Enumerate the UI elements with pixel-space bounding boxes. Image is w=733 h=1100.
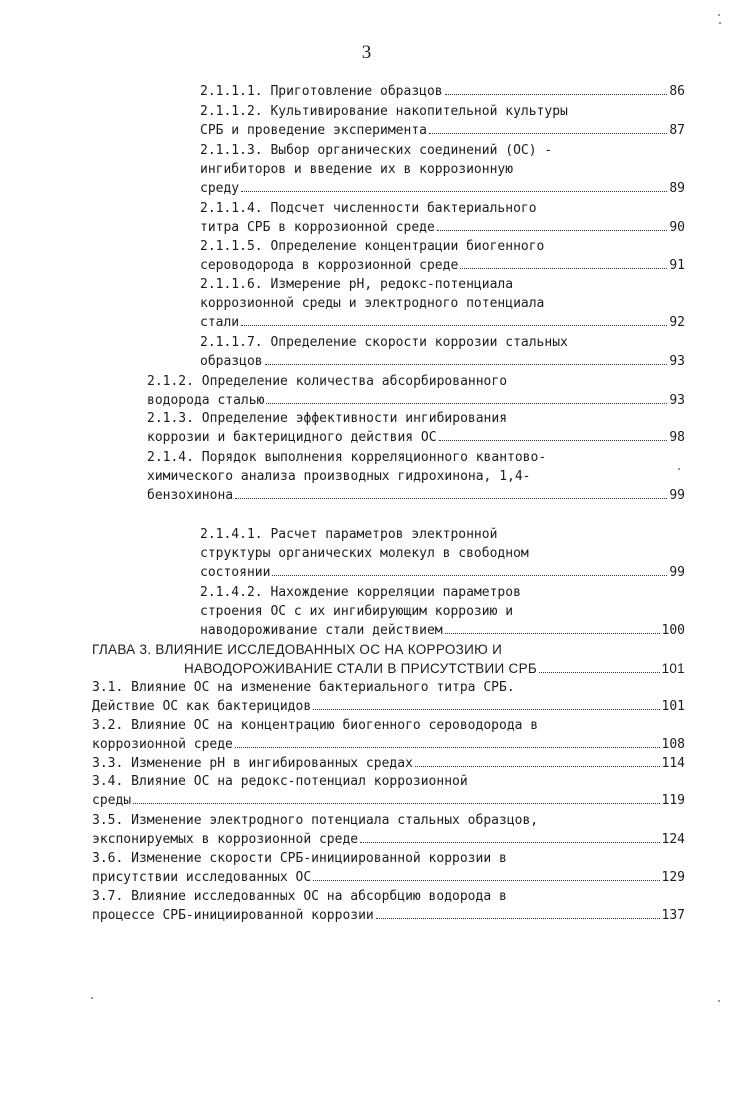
toc-entry-2-1-2	[147, 372, 685, 410]
dot-leader	[445, 94, 668, 95]
dot-leader	[272, 575, 667, 576]
toc-entry-text: 3.6. Изменение скорости СРБ-инициированной коррозии в	[92, 851, 507, 866]
toc-entry-3-5	[92, 811, 685, 849]
toc-entry-text: строения ОС с их ингибирующим коррозию и	[200, 604, 514, 619]
toc-entry-text: коррозионной среде	[92, 737, 233, 752]
toc-entry-2-1-4-1	[200, 525, 685, 582]
toc-page-number: 100	[661, 623, 685, 638]
dot-leader	[429, 133, 667, 134]
toc-entry-text: присутствии исследованных ОС	[92, 870, 312, 885]
toc-entry-text: Действие ОС как бактерицидов	[92, 699, 312, 714]
toc-page-number: 93	[669, 393, 685, 408]
toc-entry-text: наводороживание стали действием	[200, 623, 443, 638]
dot-leader	[445, 633, 660, 634]
toc-entry-text: процессе СРБ-инициированной коррозии	[92, 908, 374, 923]
toc-entry-text: 2.1.1.5. Определение концентрации биогенного	[200, 239, 545, 254]
toc-entry-2-1-4	[147, 448, 685, 505]
toc-entry-2-1-1-3	[200, 141, 685, 198]
toc-entry-3-3	[92, 754, 685, 773]
toc-page-number: 87	[669, 123, 685, 138]
toc-entry-text: 3.1. Влияние ОС на изменение бактериального титра СРБ.	[92, 680, 515, 695]
toc-entry-text: сероводорода в коррозионной среде	[200, 258, 459, 273]
dot-leader	[241, 325, 667, 326]
toc-page-number: 90	[669, 220, 685, 235]
dot-leader	[415, 766, 660, 767]
toc-entry-text: 2.1.1.7. Определение скорости коррозии стальных	[200, 335, 568, 350]
toc-page-number: 114	[661, 756, 685, 771]
toc-entry-text: 2.1.4.2. Нахождение корреляции параметров	[200, 585, 521, 600]
toc-entry-text: стали	[200, 315, 240, 330]
toc-entry-text: ГЛАВА 3. ВЛИЯНИЕ ИССЛЕДОВАННЫХ ОС НА КОРРОЗИЮ И	[92, 642, 503, 657]
toc-entry-text: 2.1.3. Определение эффективности ингибирования	[147, 411, 508, 426]
dot-leader	[241, 191, 667, 192]
dot-leader	[539, 672, 660, 673]
toc-page-number: 129	[661, 870, 685, 885]
toc-entry-text: бензохинона	[147, 488, 234, 503]
toc-page-number: 89	[669, 181, 685, 196]
toc-entry-text: 2.1.1.4. Подсчет численности бактериального	[200, 201, 537, 216]
toc-entry-text: среду	[200, 181, 240, 196]
toc-entry-text: ингибиторов и введение их в коррозионную	[200, 162, 514, 177]
toc-entry-text: 3.4. Влияние ОС на редокс-потенциал коррозионной	[92, 774, 468, 789]
toc-entry-2-1-1-4	[200, 199, 685, 237]
dot-leader	[439, 440, 668, 441]
toc-page-number: 91	[669, 258, 685, 273]
dot-leader	[376, 918, 660, 919]
toc-entry-text: титра СРБ в коррозионной среде	[200, 220, 435, 235]
dot-leader	[133, 803, 659, 804]
toc-page-number: 92	[669, 315, 685, 330]
toc-page-number: 137	[661, 908, 685, 923]
dot-leader	[437, 230, 668, 231]
toc-entry-ch3	[92, 640, 685, 678]
toc-page-number: 99	[669, 488, 685, 503]
toc-page-number: 101	[661, 699, 685, 714]
toc-entry-text: химического анализа производных гидрохинона, 1,4-	[147, 469, 531, 484]
toc-entry-2-1-1-1	[200, 82, 685, 101]
toc-entry-text: экспонируемых в коррозионной среде	[92, 832, 359, 847]
toc-entry-text: коррозии и бактерицидного действия ОС	[147, 430, 437, 445]
dot-leader	[313, 880, 659, 881]
toc-entry-2-1-1-6	[200, 275, 685, 332]
dot-leader	[235, 498, 667, 499]
toc-entry-2-1-1-5	[200, 237, 685, 275]
toc-entry-text: структуры органических молекул в свободном	[200, 546, 529, 561]
toc-entry-text: среды	[92, 793, 132, 808]
dot-leader	[360, 842, 659, 843]
toc-page-number: 93	[669, 354, 685, 369]
toc-entry-text: коррозионной среды и электродного потенциала	[200, 296, 545, 311]
toc-entry-3-1	[92, 678, 685, 716]
toc-entry-text: водорода сталью	[147, 393, 265, 408]
toc-entry-2-1-4-2	[200, 583, 685, 640]
toc-page-number: 124	[661, 832, 685, 847]
toc-entry-text: 2.1.1.1. Приготовление образцов	[200, 84, 443, 99]
toc-entry-2-1-1-2	[200, 102, 685, 140]
page-number: 3	[361, 42, 372, 63]
toc-entry-3-6	[92, 849, 685, 887]
toc-entry-text: 2.1.1.6. Измерение pH, редокс-потенциала	[200, 277, 514, 292]
toc-page-number: 99	[669, 565, 685, 580]
toc-entry-text: 3.7. Влияние исследованных ОС на абсорбцию водорода в	[92, 889, 507, 904]
toc-page-number: 98	[669, 430, 685, 445]
toc-entry-3-7	[92, 887, 685, 925]
dot-leader	[265, 364, 668, 365]
toc-entry-text: образцов	[200, 354, 263, 369]
toc-page-number: 101	[661, 661, 685, 676]
toc-entry-text: 3.2. Влияние ОС на концентрацию биогенного сероводорода в	[92, 718, 539, 733]
toc-entry-text: 3.3. Изменение pH в ингибированных средах	[92, 756, 413, 771]
toc-entry-2-1-1-7	[200, 333, 685, 371]
toc-page-number: 86	[669, 84, 685, 99]
toc-entry-text: 2.1.2. Определение количества абсорбированного	[147, 374, 508, 389]
dot-leader	[313, 709, 659, 710]
dot-leader	[460, 268, 667, 269]
toc-entry-text: 2.1.4.1. Расчет параметров электронной	[200, 527, 498, 542]
toc-entry-text: 2.1.4. Порядок выполнения корреляционного квантово-	[147, 450, 547, 465]
toc-entry-text: НАВОДОРОЖИВАНИЕ СТАЛИ В ПРИСУТСТВИИ СРБ	[184, 661, 538, 676]
toc-entry-text: 2.1.1.2. Культивирование накопительной культуры	[200, 104, 568, 119]
toc-entry-text: состоянии	[200, 565, 271, 580]
toc-entry-2-1-3	[147, 409, 685, 447]
toc-page-number: 119	[661, 793, 685, 808]
toc-entry-3-4	[92, 772, 685, 810]
toc-entry-text: 2.1.1.3. Выбор органических соединений (ОС) -	[200, 143, 553, 158]
dot-leader	[266, 403, 667, 404]
toc-page-number: 108	[661, 737, 685, 752]
dot-leader	[235, 747, 660, 748]
toc-entry-3-2	[92, 716, 685, 754]
toc-entry-text: 3.5. Изменение электродного потенциала стальных образцов,	[92, 813, 539, 828]
toc-entry-text: СРБ и проведение эксперимента	[200, 123, 427, 138]
